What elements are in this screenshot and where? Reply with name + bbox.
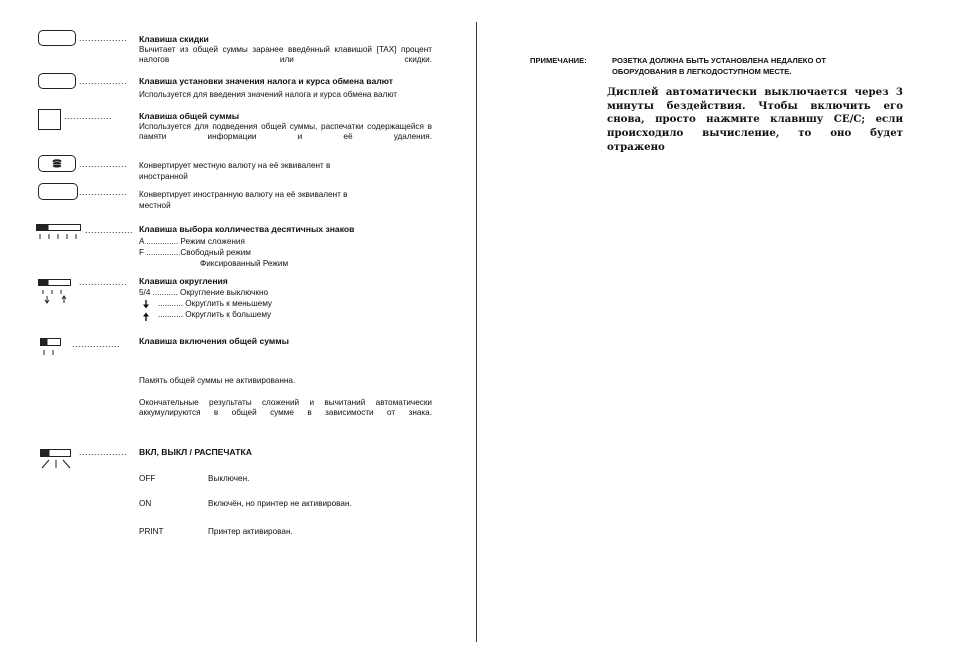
power-switch-title: ВКЛ, ВЫКЛ / РАСПЕЧАТКА <box>139 447 252 457</box>
page-divider <box>476 22 477 642</box>
arrow-down-icon <box>142 300 150 309</box>
leader-dots: ................ <box>72 339 121 349</box>
grand-total-accumulate-desc: Окончательные результаты сложений и вычитаний автоматически аккумулируются в общей сумме в зависимости от знака. <box>139 398 432 418</box>
foreign-currency-desc-2: местной <box>139 201 171 210</box>
arrow-up-icon <box>142 312 150 321</box>
leader-dots: ................ <box>79 447 128 457</box>
power-switch-icon <box>40 449 74 469</box>
tax-key-description: Используется для введения значений налога и курса обмена валют <box>139 90 398 99</box>
power-mode-label: ON <box>139 499 152 508</box>
leader-dots: ................ <box>64 111 113 121</box>
grand-total-key-description: Используется для подведения общей суммы, распечатки содержащейся в памяти информации и её удаления. <box>139 122 432 142</box>
local-currency-desc-2: иностранной <box>139 172 188 181</box>
grand-total-switch-icon <box>40 338 66 358</box>
leader-dots: ................ <box>85 225 134 235</box>
leader-dots: ................ <box>79 76 128 86</box>
discount-key-icon <box>38 30 76 46</box>
discount-key-description: Вычитает из общей суммы заранее введённый клавишой [TAX] процент налогов или скидки. <box>139 45 432 65</box>
grand-total-memory-status: Память общей суммы не активированна. <box>139 376 296 385</box>
rounding-down: ........... Округлить к меньшему <box>158 299 273 308</box>
leader-dots: ................ <box>79 187 128 197</box>
coins-icon <box>39 156 75 171</box>
foreign-currency-key-icon <box>38 183 78 200</box>
note-text: РОЗЕТКА ДОЛЖНА БЫТЬ УСТАНОВЛЕНА НЕДАЛЕКО ОТ ОБОРУДОВАНИЯ В ЛЕГКОДОСТУПНОМ МЕСТЕ. <box>612 56 826 76</box>
leader-dots: ................ <box>79 159 128 169</box>
power-mode-label: OFF <box>139 474 156 483</box>
rounding-up: ........... Округлить к большему <box>158 310 272 319</box>
decimal-mode-f: F ...............Свободный режим <box>139 248 251 257</box>
tax-key-icon <box>38 73 76 89</box>
power-mode-desc: Принтер активирован. <box>208 527 293 536</box>
local-currency-desc-1: Конвертирует местную валюту на её эквивалент в <box>139 161 331 170</box>
rounding-switch-icon <box>38 279 78 305</box>
grand-total-key-icon <box>38 109 61 130</box>
decimal-mode-a: A .............. Режим сложения <box>139 237 245 246</box>
grand-total-switch-title: Клавиша включения общей суммы <box>139 336 289 346</box>
local-currency-key-icon <box>38 155 76 172</box>
power-mode-label: PRINT <box>139 527 164 536</box>
display-timeout-note: Дисплей автоматически выключается через 3 минуты бездействия. Чтобы включить его снова, просто нажмите клавишу CE/C; если происходило вычисление, то оно будет отражено <box>607 86 903 153</box>
decimal-selector-title: Клавиша выбора колличества десятичных знаков <box>139 224 355 234</box>
leader-dots: ................ <box>79 277 128 287</box>
rounding-title: Клавиша округления <box>139 276 228 286</box>
foreign-currency-desc-1: Конвертирует иностранную валюту на её эквивалент в <box>139 190 348 199</box>
discount-key-title: Клавиша скидки <box>139 34 209 44</box>
tax-key-title: Клавиша установки значения налога и курса обмена валют <box>139 76 394 86</box>
grand-total-key-title: Клавиша общей суммы <box>139 111 240 121</box>
decimal-mode-fixed: Фиксированный Режим <box>200 259 289 268</box>
power-mode-desc: Включён, но принтер не активирован. <box>208 499 352 508</box>
power-mode-desc: Выключен. <box>208 474 250 483</box>
note-label: ПРИМЕЧАНИЕ: <box>530 56 587 65</box>
decimal-selector-switch-icon <box>36 224 82 242</box>
leader-dots: ................ <box>79 33 128 43</box>
rounding-54: 5/4 ........... Округление выключкно <box>139 288 269 297</box>
